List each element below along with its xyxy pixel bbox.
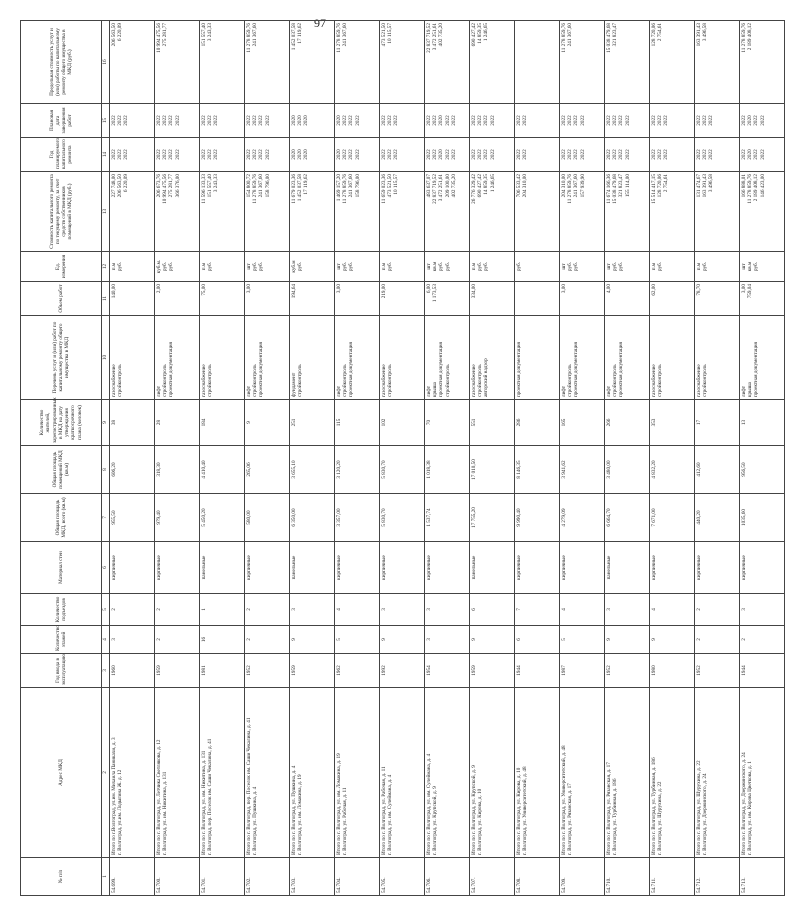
table-cell-limit: 10 994 475,56 275 281,77 bbox=[155, 21, 200, 104]
table-cell-area2: 265,06 bbox=[245, 446, 290, 494]
table-cell-addr: Итого по г. Волгоград, ул. им. Сулеймана, д. 4 г. Волгоград, ул. Крупской, д. 9 bbox=[425, 688, 470, 858]
table-cell-addr: Итого по г. Волгоград, ул. им. Никитина, д. 131 г. Волгоград, пер. Поселок им. Саши Чекалина, д. 41 bbox=[200, 688, 245, 858]
table-cell-area2: 318,30 bbox=[155, 446, 200, 494]
table-cell-res: 184 bbox=[200, 400, 245, 446]
table-row bbox=[740, 21, 785, 896]
table-cell-area2: 606,20 bbox=[110, 446, 155, 494]
table-cell-year: 1960 bbox=[110, 654, 155, 688]
table-cell-area2: 1 018,38 bbox=[425, 446, 470, 494]
table-cell-res: 115 bbox=[335, 400, 380, 446]
column-number: 7 bbox=[102, 494, 110, 542]
table-cell-addr: Итого по г. Волгоград, ул. Шурухина, д. 22 г. Волгоград, ул. Дзержинского, д. 24 bbox=[695, 688, 740, 858]
table-cell-n: 54.700. bbox=[155, 858, 200, 896]
table-cell-wall: кирпичные bbox=[425, 542, 470, 594]
table-cell-res: 13 bbox=[740, 400, 785, 446]
table-cell-entr: 4 bbox=[560, 594, 605, 626]
table-row bbox=[335, 21, 380, 896]
table-cell-works: фундамент стройконтроль bbox=[290, 316, 335, 400]
table-cell-res: 251 bbox=[290, 400, 335, 446]
table-cell-floors: 2 bbox=[245, 626, 290, 654]
table-cell-vol: 75,00 bbox=[200, 282, 245, 316]
table-cell-addr: Итого по г. Волгоград, ул. Университетский, д. 48 г. Волгоград, ул. Рязанская, д. 17 bbox=[560, 688, 605, 858]
table-cell-end: 2022 2022 2022 bbox=[650, 104, 695, 138]
table-cell-plan: 2020 2020 2020 bbox=[290, 138, 335, 172]
table-row bbox=[200, 21, 245, 896]
table-cell-year: 1987 bbox=[560, 654, 605, 688]
table-cell-wall: кирпичные bbox=[335, 542, 380, 594]
table-cell-vol: 6,00 1 173,53 bbox=[425, 282, 470, 316]
table-cell-unit: п.м руб. bbox=[200, 252, 245, 282]
table-cell-cost: 206 673,76 10 994 475,56 275 281,77 366 376,00 bbox=[155, 172, 200, 252]
table-cell-plan: 2022 2022 bbox=[515, 138, 560, 172]
table-cell-limit: 1 452 037,58 17 119,62 bbox=[290, 21, 335, 104]
table-cell-plan: 2022 2022 2022 bbox=[110, 138, 155, 172]
table-cell-year: 1952 bbox=[695, 654, 740, 688]
column-header: Плановая дата завершения работ bbox=[21, 104, 102, 138]
table-cell-limit: 11 278 859,76 241 367,60 bbox=[245, 21, 290, 104]
column-number: 1 bbox=[102, 858, 110, 896]
column-number: 5 bbox=[102, 594, 110, 626]
table-cell-cost: 154 800,72 11 278 859,76 241 367,60 158 796,00 bbox=[245, 172, 290, 252]
table-cell-end: 2020 2020 2020 bbox=[290, 104, 335, 138]
table-cell-area: 9 990,40 bbox=[515, 494, 560, 542]
table-cell-addr: Итого по г. Волгоград, пер. Поселок им. Саши Чекалина, д. 41 г. Волгоград, ул. Пушкина, д. 4 bbox=[245, 688, 290, 858]
table-row bbox=[695, 21, 740, 896]
table-cell-plan: 2022 2022 2022 bbox=[200, 138, 245, 172]
table-cell-entr: 2 bbox=[155, 594, 200, 626]
table-cell-plan: 2022 2022 2022 2022 bbox=[155, 138, 200, 172]
table-cell-plan: 2022 2022 2020 2022 2022 bbox=[425, 138, 470, 172]
table-cell-entr: 3 bbox=[740, 594, 785, 626]
table-cell-year: 1959 bbox=[470, 654, 515, 688]
table-cell-end: 2022 2022 2022 2022 bbox=[605, 104, 650, 138]
table-cell-entr: 2 bbox=[245, 594, 290, 626]
table-cell-entr: 2 bbox=[110, 594, 155, 626]
table-cell-vol: 3,00 759,04 bbox=[740, 282, 785, 316]
table-cell-area: 955,50 bbox=[110, 494, 155, 542]
table-cell-entr: 6 bbox=[470, 594, 515, 626]
table-cell-plan: 2022 2022 2022 2022 bbox=[605, 138, 650, 172]
table-cell-area: 7 671,00 bbox=[650, 494, 695, 542]
column-number-row bbox=[102, 21, 110, 896]
table-row bbox=[380, 21, 425, 896]
table-cell-cost: 11 596 133,33 151 557,40 3 243,33 bbox=[200, 172, 245, 252]
table-cell-entr: 4 bbox=[650, 594, 695, 626]
table-cell-vol: 219,00 bbox=[380, 282, 425, 316]
column-number: 6 bbox=[102, 542, 110, 594]
table-cell-wall: кирпичные bbox=[695, 542, 740, 594]
table-cell-floors: 5 bbox=[560, 626, 605, 654]
table-cell-area: 5 830,70 bbox=[380, 494, 425, 542]
table-cell-entr: 3 bbox=[425, 594, 470, 626]
table-cell-works: лифт стройконтроль проектная документация bbox=[605, 316, 650, 400]
table-cell-year: 1959 bbox=[290, 654, 335, 688]
column-header: Общая площадь помещений МКД (кв.м) bbox=[21, 446, 102, 494]
column-number: 14 bbox=[102, 138, 110, 172]
column-number: 9 bbox=[102, 400, 110, 446]
table-cell-unit: шт руб. руб. bbox=[335, 252, 380, 282]
table-cell-floors: 3 bbox=[110, 626, 155, 654]
table-cell-unit: п.м руб. bbox=[110, 252, 155, 282]
table-cell-area: 6 664,70 bbox=[605, 494, 650, 542]
table-cell-wall: кирпичные bbox=[560, 542, 605, 594]
table-cell-wall: кирпичные bbox=[110, 542, 155, 594]
table-cell-area2: 3 480,00 bbox=[605, 446, 650, 494]
column-header: № п/п bbox=[21, 858, 102, 896]
table-cell-year: 1944 bbox=[740, 654, 785, 688]
table-cell-year: 1952 bbox=[245, 654, 290, 688]
table-cell-limit: 473 521,50 10 115,57 bbox=[380, 21, 425, 104]
table-cell-n: 54.703. bbox=[290, 858, 335, 896]
table-cell-area2: 956,50 bbox=[740, 446, 785, 494]
header-row bbox=[21, 21, 102, 896]
table-cell-n: 54.704. bbox=[335, 858, 380, 896]
table-cell-floors: 9 bbox=[470, 626, 515, 654]
table-cell-res: 102 bbox=[380, 400, 425, 446]
column-header: Количество жителей, зарегистрированных в МКД на дату утверждения краткосрочного плана (человек) bbox=[21, 400, 102, 446]
table-cell-unit: п.м руб. bbox=[695, 252, 740, 282]
table-cell-vol: 334,00 bbox=[470, 282, 515, 316]
table-cell-entr: 3 bbox=[380, 594, 425, 626]
column-number: 15 bbox=[102, 104, 110, 138]
table-row bbox=[605, 21, 650, 896]
table-cell-limit: 690 427,42 14 859,35 1 246,65 bbox=[470, 21, 515, 104]
table-cell-wall: кирпичные bbox=[155, 542, 200, 594]
table-cell-works: газоснабжение стройконтроль bbox=[650, 316, 695, 400]
table-cell-cost: 15 514 417,15 128 720,06 2 754,61 bbox=[650, 172, 695, 252]
table-cell-cost: 1 469 157,20 11 278 859,76 241 367,60 158 796,00 bbox=[335, 172, 380, 252]
table-cell-res: 551 bbox=[470, 400, 515, 446]
table-cell-floors: 2 bbox=[155, 626, 200, 654]
table-cell-addr: Итого по г. Волгоград, ул. Турбинная, д. 186 г. Волгоград, ул. Шурухина, д. 22 bbox=[650, 688, 695, 858]
table-cell-works: проектная документация bbox=[515, 316, 560, 400]
column-header: Предельная стоимость услуг и (или) работы по капитальному ремонту общего имущества в МКД (руб.) bbox=[21, 21, 102, 104]
table-cell-res: 38 bbox=[110, 400, 155, 446]
table-row bbox=[425, 21, 470, 896]
table-cell-wall: панельные bbox=[290, 542, 335, 594]
table-cell-year: 1952 bbox=[605, 654, 650, 688]
table-cell-limit: 128 720,06 2 754,61 bbox=[650, 21, 695, 104]
table-cell-end: 2022 2022 2022 2022 bbox=[560, 104, 605, 138]
table-cell-addr: Итого по г. Волгоград, ул. Рязанская, д. 17 г. Волгоград, ул. Турбинная, д. 186 bbox=[605, 688, 650, 858]
table-cell-entr: 3 bbox=[605, 594, 650, 626]
table-cell-wall: панельные bbox=[605, 542, 650, 594]
table-cell-plan: 2022 2022 2022 bbox=[695, 138, 740, 172]
table-cell-n: 54.709. bbox=[560, 858, 605, 896]
table-cell-addr: Итого по г. Волгоград, ул. Крупской, д. 9 г. Волгоград, ул. Кирова, д. 10 bbox=[470, 688, 515, 858]
table-cell-wall: кирпичные bbox=[515, 542, 560, 594]
table-row bbox=[290, 21, 335, 896]
repair-plan-table bbox=[20, 20, 785, 896]
table-cell-wall: кирпичные bbox=[380, 542, 425, 594]
table-cell-n: 54.708. bbox=[515, 858, 560, 896]
table-cell-area2: 4 832,20 bbox=[650, 446, 695, 494]
table-cell-n: 54.713. bbox=[740, 858, 785, 896]
table-cell-addr: Итого по г. Волгоград, ул. Летчика Светлякова, д. 12 г. Волгоград, ул. им. Никитина, д. 131 bbox=[155, 688, 200, 858]
table-cell-end: 2022 2022 2022 2022 bbox=[245, 104, 290, 138]
table-cell-addr: Итого по г. Волгоград, ул. Рабочая, д. 11 г. Волгоград, ул. им. Сулеймана, д. 4 bbox=[380, 688, 425, 858]
table-cell-year: 1944 bbox=[515, 654, 560, 688]
table-row bbox=[470, 21, 515, 896]
table-cell-vol: 3,00 bbox=[335, 282, 380, 316]
table-cell-end: 2020 2022 2022 2022 bbox=[335, 104, 380, 138]
table-cell-entr: 4 bbox=[335, 594, 380, 626]
table-cell-entr: 2 bbox=[695, 594, 740, 626]
table-cell-floors: 6 bbox=[515, 626, 560, 654]
table-cell-area: 1 537,74 bbox=[425, 494, 470, 542]
table-cell-area: 580,00 bbox=[245, 494, 290, 542]
column-header: Общая площадь МКД, всего (кв.м) bbox=[21, 494, 102, 542]
table-cell-wall: кирпичные bbox=[650, 542, 695, 594]
rotated-table-container bbox=[20, 21, 766, 896]
table-cell-wall: панельные bbox=[200, 542, 245, 594]
table-cell-floors: 16 bbox=[200, 626, 245, 654]
table-cell-area2: 4 410,40 bbox=[200, 446, 245, 494]
table-cell-area: 4 279,09 bbox=[560, 494, 605, 542]
table-cell-addr: Итого по г. Волгоград, ул. Кирова, д. 10 г. Волгоград, ул. Университетский, д. 48 bbox=[515, 688, 560, 858]
table-cell-res: 165 bbox=[560, 400, 605, 446]
column-header: Год ввода в эксплуатацию bbox=[21, 654, 102, 688]
table-cell-works: газоснабжение стройконтроль bbox=[200, 316, 245, 400]
column-number: 8 bbox=[102, 446, 110, 494]
table-cell-works: газоснабжение стройконтроль bbox=[380, 316, 425, 400]
column-number: 11 bbox=[102, 282, 110, 316]
table-cell-n: 54.712. bbox=[695, 858, 740, 896]
table-cell-works: лифт стройконтроль проектная документация bbox=[335, 316, 380, 400]
table-cell-unit: шт руб. руб. bbox=[605, 252, 650, 282]
table-cell-area2: 3 655,10 bbox=[290, 446, 335, 494]
table-cell-vol: 194,64 bbox=[290, 282, 335, 316]
table-cell-res: 9 bbox=[245, 400, 290, 446]
table-cell-vol: 3,00 bbox=[560, 282, 605, 316]
table-cell-limit: 163 391,43 3 496,58 bbox=[695, 21, 740, 104]
table-cell-wall: кирпичные bbox=[740, 542, 785, 594]
table-cell-plan: 2022 2020 2022 2022 bbox=[740, 138, 785, 172]
table-cell-area: 979,40 bbox=[155, 494, 200, 542]
table-cell-res: 286 bbox=[515, 400, 560, 446]
table-cell-entr: 1 bbox=[200, 594, 245, 626]
table-row bbox=[155, 21, 200, 896]
table-cell-year: 1954 bbox=[425, 654, 470, 688]
table-cell-end: 2022 2022 2022 bbox=[380, 104, 425, 138]
table-cell-unit: шт руб. руб. bbox=[245, 252, 290, 282]
table-cell-limit: 22 837 719,52 3 472 251,61 402 735,20 bbox=[425, 21, 470, 104]
table-cell-cost: 11 674 166,36 15 038 479,68 321 823,47 155 114,00 bbox=[605, 172, 650, 252]
table-row bbox=[110, 21, 155, 896]
table-cell-vol: 2,00 bbox=[155, 282, 200, 316]
table-cell-addr: Итого по г. Волгоград, ул. Дзержинского, д. 24 г. Волгоград, ул. им. Кирова Цветкова, д. 1 bbox=[740, 688, 785, 858]
table-cell-n: 54.701. bbox=[200, 858, 245, 896]
table-cell-area: 5 450,20 bbox=[200, 494, 245, 542]
column-header: Ед. измерения bbox=[21, 252, 102, 282]
table-cell-year: 1992 bbox=[380, 654, 425, 688]
table-cell-floors: 9 bbox=[380, 626, 425, 654]
column-header: Год планируемого капитального ремонта bbox=[21, 138, 102, 172]
table-cell-cost: 483 637,07 22 837 719,52 3 472 251,61 209 100,00 402 735,20 bbox=[425, 172, 470, 252]
table-row bbox=[515, 21, 560, 896]
table-cell-limit: 11 278 859,76 2 189 408,12 bbox=[740, 21, 785, 104]
table-cell-end: 2022 2022 2022 bbox=[695, 104, 740, 138]
table-cell-area2: 8 146,35 bbox=[515, 446, 560, 494]
table-cell-unit: куб.м. руб. руб. bbox=[155, 252, 200, 282]
table-cell-res: 266 bbox=[605, 400, 650, 446]
table-cell-n: 54.705. bbox=[380, 858, 425, 896]
table-cell-area2: 412,60 bbox=[695, 446, 740, 494]
table-cell-works: лифт стройконтроль проектная документация bbox=[560, 316, 605, 400]
column-number: 10 bbox=[102, 316, 110, 400]
table-cell-floors: 3 bbox=[425, 626, 470, 654]
table-cell-end: 2022 2022 2022 2022 bbox=[155, 104, 200, 138]
table-cell-floors: 2 bbox=[740, 626, 785, 654]
table-cell-floors: 5 bbox=[335, 626, 380, 654]
table-cell-area2: 17 010,50 bbox=[470, 446, 515, 494]
table-cell-cost: 11 679 023,36 1 452 037,58 17 119,62 bbox=[290, 172, 335, 252]
table-cell-unit: шт кв.м руб. руб. bbox=[425, 252, 470, 282]
column-number: 3 bbox=[102, 654, 110, 688]
table-cell-floors: 9 bbox=[650, 626, 695, 654]
page-number: 97 bbox=[314, 16, 326, 30]
table-cell-cost: 11 659 023,36 473 521,50 10 115,57 bbox=[380, 172, 425, 252]
table-cell-floors: 9 bbox=[605, 626, 650, 654]
table-cell-end: 2022 2022 2020 2022 2022 bbox=[425, 104, 470, 138]
table-cell-works: газоснабжение стройконтроль bbox=[110, 316, 155, 400]
table-cell-year: 1981 bbox=[200, 654, 245, 688]
column-number: 2 bbox=[102, 688, 110, 858]
table-cell-vol bbox=[515, 282, 560, 316]
table-cell-vol: 62,00 bbox=[650, 282, 695, 316]
table-cell-works: лифт стройконтроль проектная документация bbox=[155, 316, 200, 400]
table-cell-res: 17 bbox=[695, 400, 740, 446]
table-row bbox=[560, 21, 605, 896]
table-cell-works: лифт крыша проектная документация стройконтроль bbox=[425, 316, 470, 400]
table-cell-unit: шт руб. руб. bbox=[560, 252, 605, 282]
table-cell-vol: 78,70 bbox=[695, 282, 740, 316]
table-cell-area: 17 755,20 bbox=[470, 494, 515, 542]
table-cell-unit: руб. bbox=[515, 252, 560, 282]
column-number: 12 bbox=[102, 252, 110, 282]
table-cell-area2: 3 120,20 bbox=[335, 446, 380, 494]
table-cell-cost: 706 533,42 204 310,00 bbox=[515, 172, 560, 252]
table-cell-unit: шт кв.м руб. bbox=[740, 252, 785, 282]
table-cell-res: 353 bbox=[650, 400, 695, 446]
table-cell-cost: 204 310,00 11 278 859,76 241 367,60 157 939,90 bbox=[560, 172, 605, 252]
table-row bbox=[650, 21, 695, 896]
table-cell-unit: п.м руб. bbox=[380, 252, 425, 282]
column-number: 16 bbox=[102, 21, 110, 104]
table-cell-n: 54.710. bbox=[605, 858, 650, 896]
table-cell-end: 2022 2022 2022 bbox=[110, 104, 155, 138]
table-cell-wall: кирпичные bbox=[245, 542, 290, 594]
table-cell-limit: 151 557,40 3 243,33 bbox=[200, 21, 245, 104]
table-cell-floors: 2 bbox=[695, 626, 740, 654]
table-cell-n: 54.707. bbox=[470, 858, 515, 896]
table-cell-cost: 227 748,00 206 563,50 6 220,09 bbox=[110, 172, 155, 252]
table-cell-area2: 5 830,70 bbox=[380, 446, 425, 494]
table-cell-limit: 11 278 859,76 241 367,60 bbox=[335, 21, 380, 104]
table-cell-n: 54.711. bbox=[650, 858, 695, 896]
table-cell-plan: 2022 2022 2022 2022 bbox=[245, 138, 290, 172]
table-cell-floors: 9 bbox=[290, 626, 335, 654]
table-cell-addr: Итого по г. Волгоград, ул. им. Ломакина, д. 19 г. Волгоград, ул. Рабочая, д. 11 bbox=[335, 688, 380, 858]
table-cell-unit: п.м руб. bbox=[650, 252, 695, 282]
table-cell-vol: 4,00 bbox=[605, 282, 650, 316]
table-cell-works: газоснабжение стройконтроль авторский надзор bbox=[470, 316, 515, 400]
table-row bbox=[245, 21, 290, 896]
table-cell-vol: 3,00 bbox=[245, 282, 290, 316]
table-cell-year: 1980 bbox=[650, 654, 695, 688]
table-cell-plan: 2022 2022 2022 bbox=[650, 138, 695, 172]
table-cell-works: лифт стройконтроль проектная документация bbox=[245, 316, 290, 400]
column-header: Адрес МКД bbox=[21, 688, 102, 858]
table-cell-end: 2022 2020 2022 2022 bbox=[740, 104, 785, 138]
table-cell-plan: 2022 2022 2022 2022 bbox=[560, 138, 605, 172]
table-cell-n: 54.699. bbox=[110, 858, 155, 896]
table-cell-end: 2022 2022 bbox=[515, 104, 560, 138]
column-header: Стоимость капитального ремонта по текущему ремонту, за счет средств собственников помещений в МКД (руб.) bbox=[21, 172, 102, 252]
table-cell-n: 54.706. bbox=[425, 858, 470, 896]
table-cell-cost: 131 474,67 163 391,43 3 496,58 bbox=[695, 172, 740, 252]
column-header: Объем работ bbox=[21, 282, 102, 316]
table-cell-entr: 3 bbox=[290, 594, 335, 626]
column-header: Материал стен bbox=[21, 542, 102, 594]
column-header: Количество подъездов bbox=[21, 594, 102, 626]
column-header: Перечень услуг и (или) работ по капитальному ремонту общего имущества в МКД bbox=[21, 316, 102, 400]
table-cell-plan: 2022 2022 2022 bbox=[380, 138, 425, 172]
table-cell-vol: 140,00 bbox=[110, 282, 155, 316]
table-cell-area: 1035,60 bbox=[740, 494, 785, 542]
table-cell-cost: 166 888,01 11 278 859,76 2 189 408,12 146 423,00 bbox=[740, 172, 785, 252]
table-cell-unit: п.м руб. руб. bbox=[470, 252, 515, 282]
column-number: 4 bbox=[102, 626, 110, 654]
table-cell-year: 1959 bbox=[155, 654, 200, 688]
table-cell-year: 1962 bbox=[335, 654, 380, 688]
table-cell-plan: 2020 2022 2022 2022 bbox=[335, 138, 380, 172]
table-cell-res: 28 bbox=[155, 400, 200, 446]
table-cell-limit bbox=[515, 21, 560, 104]
table-cell-plan: 2022 2022 2022 2022 bbox=[470, 138, 515, 172]
table-cell-res: 70 bbox=[425, 400, 470, 446]
table-cell-limit: 206 563,50 6 220,09 bbox=[110, 21, 155, 104]
table-cell-end: 2022 2022 2022 bbox=[200, 104, 245, 138]
table-cell-cost: 26 776 329,42 690 427,42 14 859,35 1 246,65 bbox=[470, 172, 515, 252]
table-cell-area: 6 350,00 bbox=[290, 494, 335, 542]
table-cell-limit: 11 278 859,76 241 367,60 bbox=[560, 21, 605, 104]
table-cell-area: 440,20 bbox=[695, 494, 740, 542]
table-cell-works: газоснабжение стройконтроль bbox=[695, 316, 740, 400]
table-cell-addr: Итого по г. Волгоград, ул. Пушкина, д. 4 г. Волгоград, ул. им. Ломакина, д. 19 bbox=[290, 688, 335, 858]
table-cell-area2: 3 941,62 bbox=[560, 446, 605, 494]
column-header: Количество этажей bbox=[21, 626, 102, 654]
table-cell-limit: 15 038 479,68 321 823,47 bbox=[605, 21, 650, 104]
table-cell-n: 54.702. bbox=[245, 858, 290, 896]
table-cell-wall: панельные bbox=[470, 542, 515, 594]
table-cell-unit: куб.м руб. bbox=[290, 252, 335, 282]
column-number: 13 bbox=[102, 172, 110, 252]
table-cell-entr: 7 bbox=[515, 594, 560, 626]
table-cell-addr: Итого по г.Волгоград, ул.им. Михаила Паникахи, д. 3 г. Волгоград, ул.им. Лодыгина Ж. д. 12 bbox=[110, 688, 155, 858]
table-cell-works: лифт крыша проектная документация bbox=[740, 316, 785, 400]
table-cell-end: 2022 2022 2022 2022 bbox=[470, 104, 515, 138]
table-cell-area: 3 357,00 bbox=[335, 494, 380, 542]
